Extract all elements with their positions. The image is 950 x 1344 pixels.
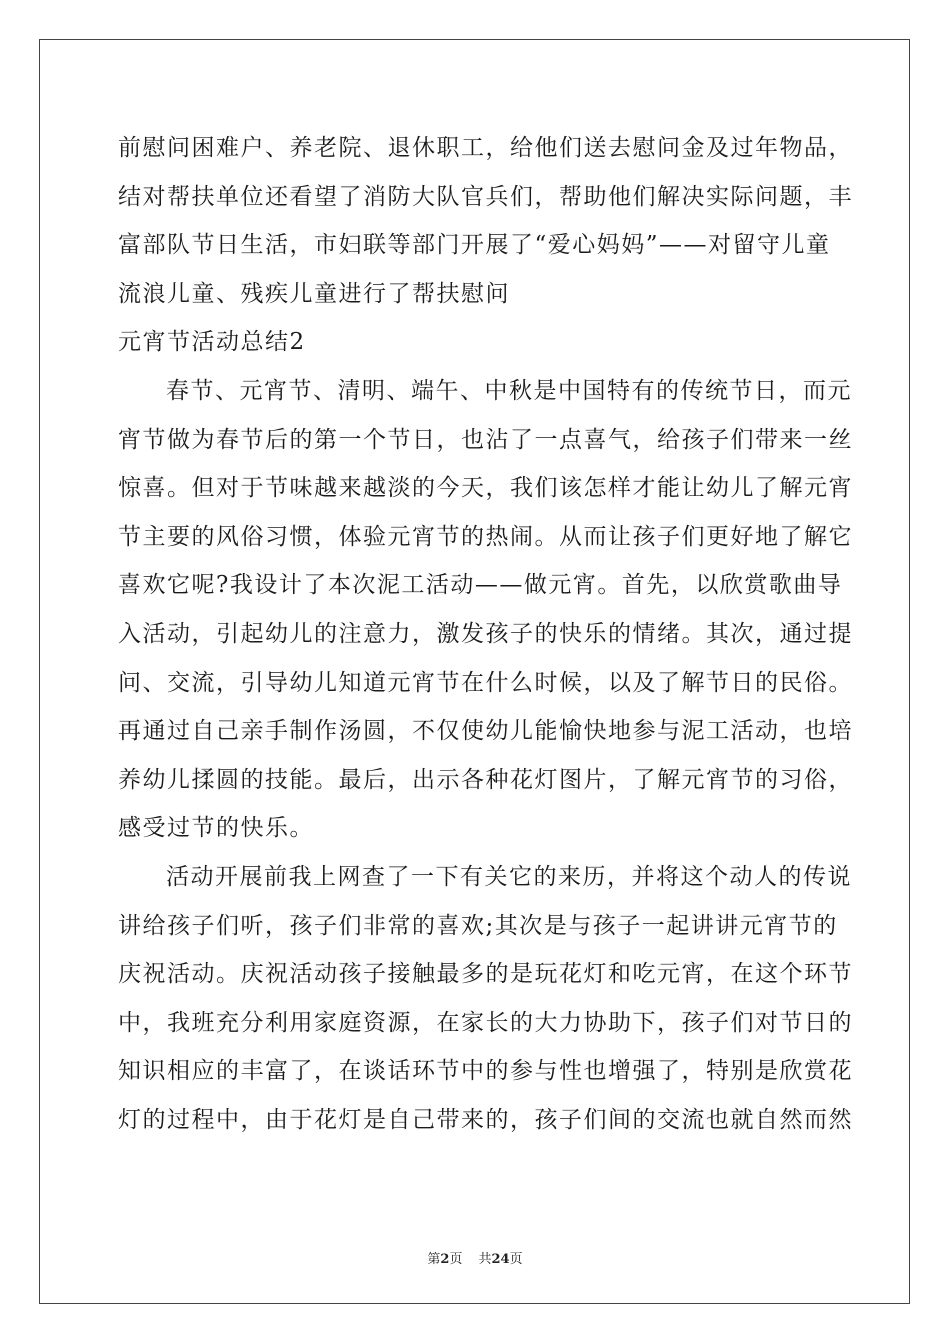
section-heading: 元宵节活动总结2 [118,329,306,356]
document-body [118,124,853,1144]
body-line: 养幼儿揉圆的技能。最后，出示各种花灯图片，了解元宵节的习俗， [118,766,853,793]
body-line: 入活动，引起幼儿的注意力，激发孩子的快乐的情绪。其次，通过提 [118,620,853,647]
body-line: 前慰问困难户、养老院、退休职工，给他们送去慰问金及过年物品， [118,135,853,161]
body-line: 结对帮扶单位还看望了消防大队官兵们，帮助他们解决实际问题，丰 [118,183,853,210]
body-line: 问、交流，引导幼儿知道元宵节在什么时候，以及了解节日的民俗。 [118,669,853,696]
total-suffix: 页 [509,1252,523,1267]
body-line: 流浪儿童、残疾儿童进行了帮扶慰问 [118,280,510,307]
body-line: 讲给孩子们听，孩子们非常的喜欢;其次是与孩子一起讲讲元宵节的 [118,912,838,939]
body-line: 知识相应的丰富了，在谈话环节中的参与性也增强了，特别是欣赏花 [118,1058,853,1085]
body-line: 春节、元宵节、清明、端午、中秋是中国特有的传统节日，而元 [166,377,852,404]
page-footer [0,1248,950,1267]
body-line: 节主要的风俗习惯，体验元宵节的热闹。从而让孩子们更好地了解它 [118,523,853,550]
body-line: 灯的过程中，由于花灯是自己带来的，孩子们间的交流也就自然而然 [118,1106,853,1133]
page-number: 2 [440,1252,450,1267]
body-line: 庆祝活动。庆祝活动孩子接触最多的是玩花灯和吃元宵，在这个环节 [118,961,853,988]
body-line: 惊喜。但对于节味越来越淡的今天，我们该怎样才能让幼儿了解元宵 [118,475,853,502]
total-prefix: 共 [478,1252,492,1267]
page-suffix: 页 [449,1252,463,1267]
body-line: 富部队节日生活，市妇联等部门开展了“爱心妈妈”——对留守儿童 [118,232,831,259]
body-line: 宵节做为春节后的第一个节日，也沾了一点喜气，给孩子们带来一丝 [118,426,853,453]
page-prefix: 第 [427,1252,441,1267]
body-line: 活动开展前我上网查了一下有关它的来历，并将这个动人的传说 [166,863,852,890]
body-line: 中，我班充分利用家庭资源，在家长的大力协助下，孩子们对节日的 [118,1009,853,1036]
body-line: 喜欢它呢?我设计了本次泥工活动——做元宵。首先，以欣赏歌曲导 [118,572,843,599]
body-line: 再通过自己亲手制作汤圆，不仅使幼儿能愉快地参与泥工活动，也培 [118,718,853,745]
body-line: 感受过节的快乐。 [118,815,314,842]
total-pages: 24 [491,1252,510,1267]
